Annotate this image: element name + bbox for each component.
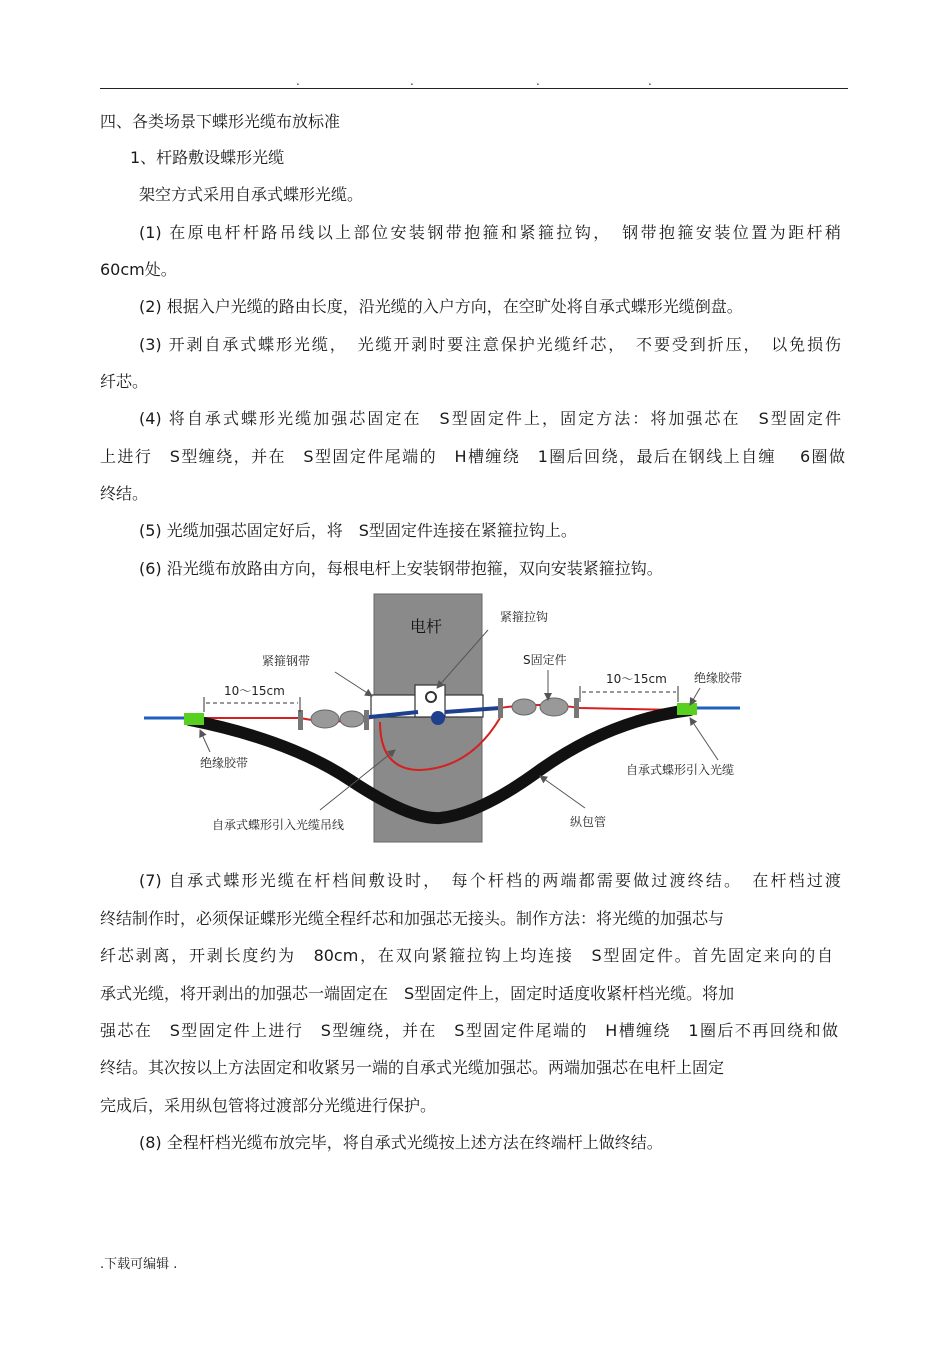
band-label: 紧箍钢带: [262, 654, 311, 668]
s-fixture-right-end2: [574, 698, 579, 718]
footer-text: .下载可编辑 .: [100, 1257, 178, 1272]
tape-right-label: 绝缘胶带: [694, 671, 743, 685]
step-7-line-3: 纤芯剥离，开剥长度约为 80cm，在双向紧箍拉钩上均连接 S型固定件。首先固定来向的自: [100, 946, 833, 965]
step-8-line-1: (8) 全程杆档光缆布放完毕，将自承式光缆按上述方法在终端杆上做终结。: [139, 1133, 663, 1152]
step-4-line-3: 终结。: [100, 484, 149, 503]
step-2-line-1: (2) 根据入户光缆的路由长度，沿光缆的入户方向，在空旷处将自承式蝶形光缆倒盘。: [139, 297, 743, 316]
messenger-label: 自承式蝶形引入光缆吊线: [212, 818, 345, 832]
step-5-line-1: (5) 光缆加强芯固定好后，将 S型固定件连接在紧箍拉钩上。: [139, 521, 577, 540]
step-4-line-2: 上进行 S型缠绕，并在 S型固定件尾端的 H槽缠绕 1圈后回绕，最后在钢线上自缠 6圈做: [100, 447, 845, 466]
section-title: 四、各类场景下蝶形光缆布放标准: [100, 112, 341, 131]
tape-right: [677, 703, 697, 715]
s-fixture-right-a: [512, 699, 536, 715]
leader-cable-right: [690, 718, 718, 760]
s-fixture-left-end2: [364, 710, 369, 730]
step-3-line-1: (3) 开剥自承式蝶形光缆， 光缆开剥时要注意保护光缆纤芯， 不要受到折压， 以免损伤: [139, 335, 841, 354]
leader-tape-left: [200, 730, 210, 752]
leader-conduit: [540, 776, 585, 808]
tape-left-label: 绝缘胶带: [200, 756, 249, 770]
leader-band: [335, 672, 372, 696]
step-4-line-1: (4) 将自承式蝶形光缆加强芯固定在 S型固定件上，固定方法：将加强芯在 S型固定件: [139, 409, 841, 428]
step-7-line-6: 终结。其次按以上方法固定和收紧另一端的自承式光缆加强芯。两端加强芯在电杆上固定: [100, 1058, 725, 1077]
hook-label: 紧箍拉钩: [500, 610, 549, 624]
hook-ring: [426, 692, 436, 702]
tape-left: [184, 713, 204, 725]
step-3-line-2: 纤芯。: [100, 372, 149, 391]
header-dot: .: [296, 74, 300, 88]
step-7-line-2: 终结制作时，必须保证蝶形光缆全程纤芯和加强芯无接头。制作方法：将光缆的加强芯与: [100, 909, 725, 928]
header-dot: .: [648, 74, 652, 88]
step-1-line-2: 60cm处。: [100, 260, 177, 279]
conduit-label: 纵包管: [570, 815, 607, 829]
hook-knot: [431, 711, 445, 725]
cable-right-label: 自承式蝶形引入光缆: [626, 763, 735, 777]
s-fixture-left-b: [340, 711, 364, 727]
step-7-line-4: 承式光缆，将开剥出的加强芯一端固定在 S型固定件上，固定时适度收紧杆档光缆。将加: [100, 984, 735, 1003]
s-fixture-label: S固定件: [523, 653, 567, 667]
s-fixture-left-a: [311, 710, 339, 728]
header-dot: .: [536, 74, 540, 88]
s-fixture-right-end: [498, 698, 503, 718]
dist-left-label: 10～15cm: [224, 684, 285, 698]
step-7-line-5: 强芯在 S型固定件上进行 S型缠绕，并在 S型固定件尾端的 H槽缠绕 1圈后不再回绕和做: [100, 1021, 838, 1040]
subsection-title: 1、杆路敷设蝶形光缆: [130, 148, 285, 167]
step-7-line-7: 完成后，采用纵包管将过渡部分光缆进行保护。: [100, 1096, 437, 1115]
s-fixture-right-b: [540, 698, 568, 716]
step-6-line-1: (6) 沿光缆布放路由方向，每根电杆上安装钢带抱箍，双向安装紧箍拉钩。: [139, 559, 663, 578]
s-fixture-left-end: [298, 710, 303, 730]
dist-right-label: 10～15cm: [606, 672, 667, 686]
intro-text: 架空方式采用自承式蝶形光缆。: [139, 185, 364, 204]
step-1-line-1: (1) 在原电杆杆路吊线以上部位安装钢带抱箍和紧箍拉钩， 钢带抱箍安装位置为距杆稍: [139, 223, 841, 242]
step-7-line-1: (7) 自承式蝶形光缆在杆档间敷设时， 每个杆档的两端都需要做过渡终结。 在杆档过渡: [139, 871, 841, 890]
pole-label: 电杆: [410, 617, 443, 636]
header-dot: .: [410, 74, 414, 88]
leader-tape-right: [690, 688, 700, 705]
